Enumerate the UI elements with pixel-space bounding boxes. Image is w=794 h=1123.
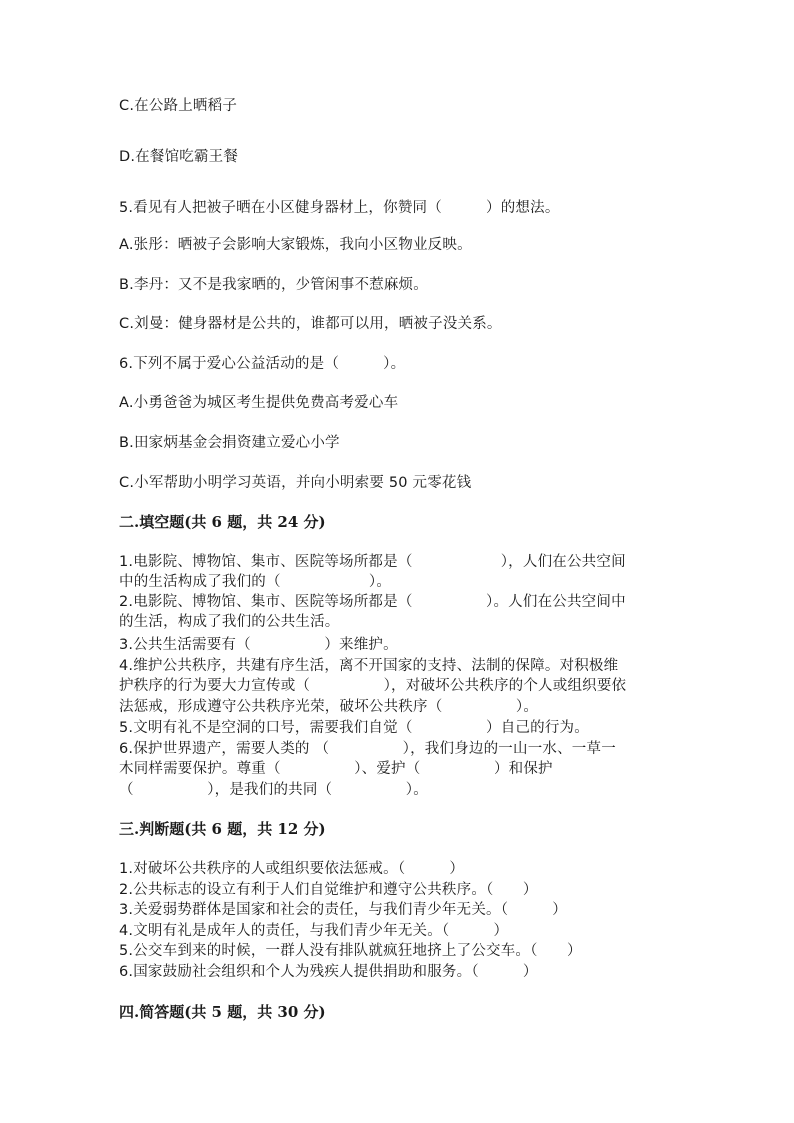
true-false-line: 2.公共标志的设立有利于人们自觉维护和遵守公共秩序。（ ） xyxy=(119,882,538,898)
fill-in-line: 2.电影院、博物馆、集市、医院等场所都是（ ）。人们在公共空间中 xyxy=(119,594,626,610)
fill-in-line: （ ），是我们的共同（ ）。 xyxy=(119,782,428,798)
fill-in-line: 中的生活构成了我们的（ ）。 xyxy=(119,574,392,590)
true-false-line: 6.国家鼓励社会组织和个人为残疾人提供捐助和服务。（ ） xyxy=(119,964,538,980)
option-q6-b: B.田家炳基金会捐资建立爱心小学 xyxy=(119,435,340,451)
option-q5-b: B.李丹：又不是我家晒的，少管闲事不惹麻烦。 xyxy=(119,277,428,293)
true-false-line: 3.关爱弱势群体是国家和社会的责任，与我们青少年无关。（ ） xyxy=(119,902,567,918)
fill-in-line: 4.维护公共秩序，共建有序生活，离不开国家的支持、法制的保障。对积极维 xyxy=(119,658,619,674)
section-heading-short-answer: 四.简答题(共 5 题，共 30 分) xyxy=(119,1003,326,1021)
fill-in-line: 木同样需要保护。尊重（ ）、爱护（ ）和保护 xyxy=(119,761,553,777)
question-5-stem: 5.看见有人把被子晒在小区健身器材上，你赞同（ ）的想法。 xyxy=(119,200,560,216)
option-q4-c: C.在公路上晒稻子 xyxy=(119,98,238,114)
fill-in-line: 法惩戒，形成遵守公共秩序光荣，破坏公共秩序（ ）。 xyxy=(119,699,539,715)
option-q5-c: C.刘曼：健身器材是公共的，谁都可以用，晒被子没关系。 xyxy=(119,316,502,332)
option-q6-c: C.小军帮助小明学习英语，并向小明索要 50 元零花钱 xyxy=(119,475,472,491)
section-heading-fill-in: 二.填空题(共 6 题，共 24 分) xyxy=(119,513,326,531)
fill-in-line: 3.公共生活需要有（ ）来维护。 xyxy=(119,637,398,653)
true-false-line: 1.对破坏公共秩序的人或组织要依法惩戒。（ ） xyxy=(119,861,465,877)
fill-in-line: 5.文明有礼不是空洞的口号，需要我们自觉（ ）自己的行为。 xyxy=(119,720,589,736)
option-q4-d: D.在餐馆吃霸王餐 xyxy=(119,149,239,165)
fill-in-line: 的生活，构成了我们的公共生活。 xyxy=(119,614,340,630)
fill-in-line: 6.保护世界遗产，需要人类的 （ ），我们身边的一山一水、一草一 xyxy=(119,741,616,757)
section-heading-true-false: 三.判断题(共 6 题，共 12 分) xyxy=(119,820,326,838)
option-q6-a: A.小勇爸爸为城区考生提供免费高考爱心车 xyxy=(119,395,399,411)
option-q5-a: A.张彤：晒被子会影响大家锻炼，我向小区物业反映。 xyxy=(119,237,472,253)
question-6-stem: 6.下列不属于爱心公益活动的是（ ）。 xyxy=(119,356,406,372)
true-false-line: 5.公交车到来的时候，一群人没有排队就疯狂地挤上了公交车。（ ） xyxy=(119,943,582,959)
fill-in-line: 护秩序的行为要大力宣传或（ ），对破坏公共秩序的个人或组织要依 xyxy=(119,678,627,694)
fill-in-line: 1.电影院、博物馆、集市、医院等场所都是（ ），人们在公共空间 xyxy=(119,554,626,570)
true-false-line: 4.文明有礼是成年人的责任，与我们青少年无关。（ ） xyxy=(119,923,509,939)
